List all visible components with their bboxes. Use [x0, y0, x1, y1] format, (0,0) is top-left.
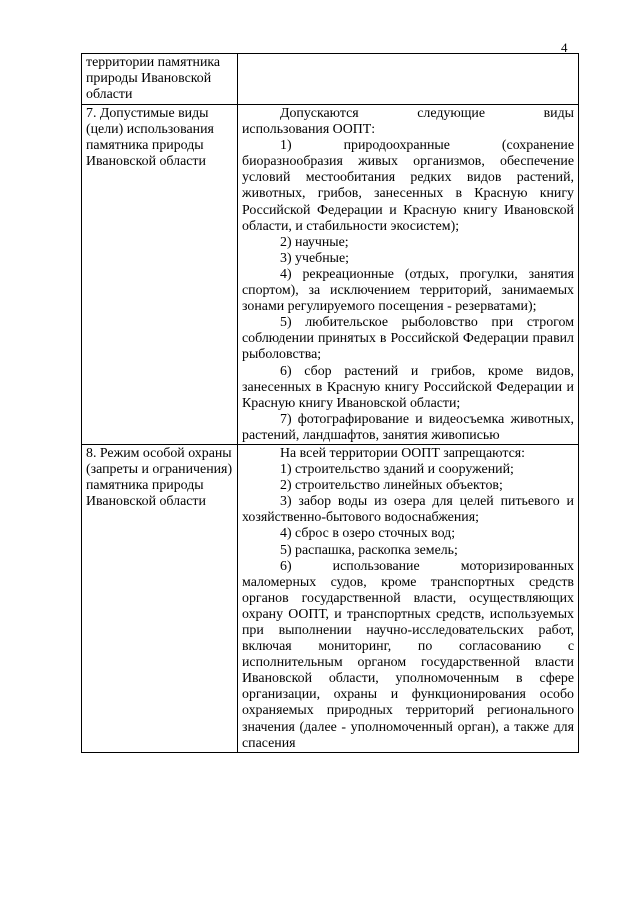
row-label-cell	[82, 105, 238, 445]
paragraph: 3) забор воды из озера для целей питьевого и хозяйственно-бытового водоснабжения;	[242, 494, 574, 526]
table-row	[82, 54, 579, 105]
paragraph: На всей территории ООПТ запрещаются:	[280, 445, 526, 461]
paragraph: 1) строительство зданий и сооружений;	[280, 462, 514, 478]
paragraph: 5) любительское рыболовство при строгом соблюдении принятых в Российской Федерации правил рыболовства;	[242, 315, 574, 363]
row-label: 8. Режим особой охраны (запреты и ограничения) памятника природы Ивановской области	[86, 445, 233, 510]
paragraph: 3) учебные;	[280, 250, 349, 266]
paragraph: 6) сбор растений и грибов, кроме видов, занесенных в Красную книгу Российской Федерации и Красную книгу Ивановской области;	[242, 363, 574, 411]
paragraph: 5) распашка, раскопка земель;	[280, 542, 458, 558]
paragraph: 1) природоохранные (сохранение биоразнообразия живых организмов, обеспечение условий местообитания редких видов растений, животных, грибов, занесенных в Красную книгу Российской Федерации и Красную книгу Ивановской области, и стабильности экосистем);	[242, 138, 574, 234]
row-label: 7. Допустимые виды (цели) использования памятника природы Ивановской области	[86, 106, 214, 170]
row-label: территории памятника природы Ивановской области	[86, 55, 221, 103]
row-label-cell	[82, 54, 238, 105]
paragraph: 4) рекреационные (отдых, прогулки, занятия спортом), за исключением территорий, занимаемых зонами регулируемого посещения - резерватами);	[242, 266, 574, 315]
paragraph: 4) сброс в озеро сточных вод;	[280, 526, 456, 542]
paragraph: Допускаются следующие виды	[280, 106, 574, 121]
row-content-cell	[238, 105, 579, 445]
page-number: 4	[561, 40, 568, 55]
paragraph: 2) строительство линейных объектов;	[280, 478, 503, 494]
table-row	[82, 444, 579, 752]
table-row	[82, 105, 579, 445]
paragraph: использования ООПТ:	[242, 122, 376, 138]
row-content-cell	[238, 54, 579, 105]
paragraph: 7) фотографирование и видеосъемка животных, растений, ландшафтов, занятия живописью	[242, 411, 574, 443]
document-table	[81, 53, 579, 753]
row-content-cell	[238, 444, 579, 752]
row-label-cell	[82, 444, 238, 752]
paragraph: 2) научные;	[280, 234, 349, 250]
paragraph: 6) использование моторизированных маломерных судов, кроме транспортных средств органов государственной власти, осуществляющих охрану ООПТ, и транспортных средств, используемых при выполнении научно-исследовательских работ, включая мониторинг, по согласованию с исполнительным органом государственной власти Ивановской области, уполномоченным в сфере организации, охраны и функционирования особо охраняемых природных территорий регионального значения (далее - уполномоченный орган), а также для спасения	[242, 558, 574, 751]
